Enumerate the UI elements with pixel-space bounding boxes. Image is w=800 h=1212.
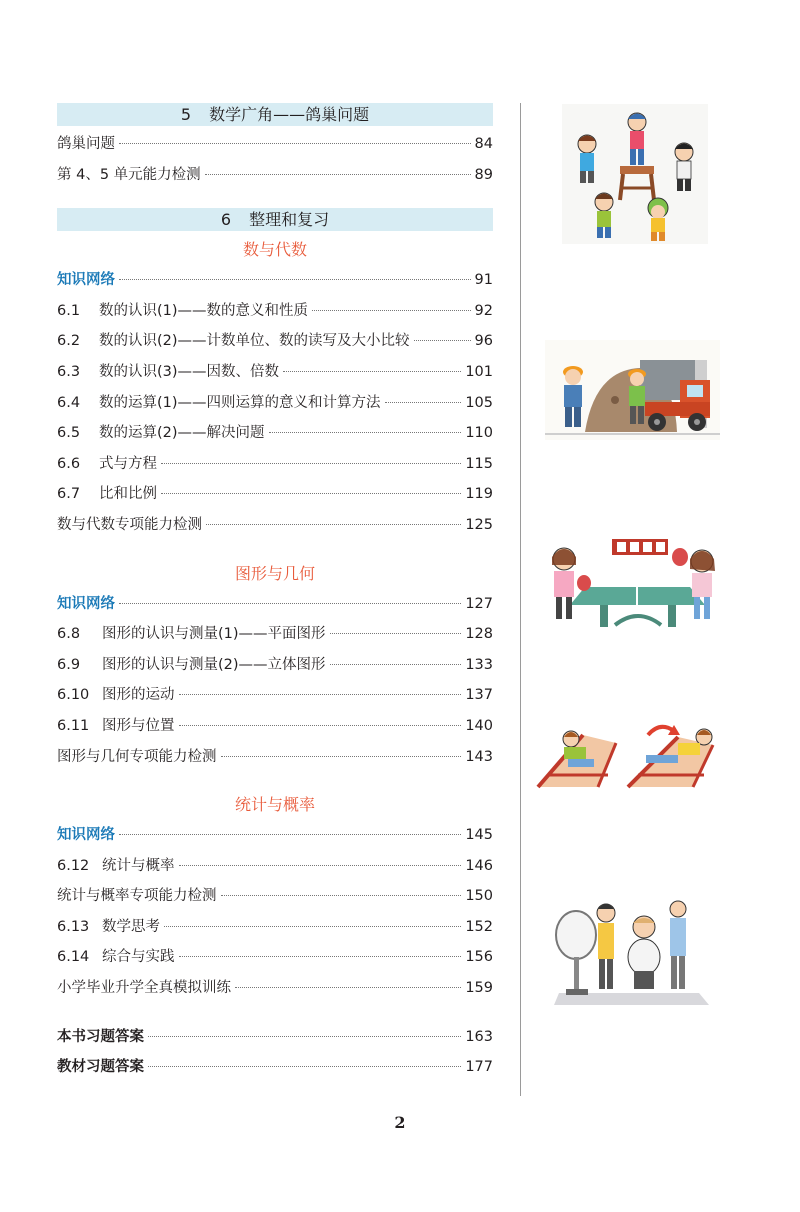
toc-entry[interactable] <box>57 1022 493 1053</box>
toc-entry[interactable] <box>57 510 493 541</box>
entry-title: 教材习题答案 <box>57 1059 144 1076</box>
chapter-6-header <box>57 208 493 231</box>
entry-title: 综合与实践 <box>102 949 175 966</box>
dot-leader <box>148 1036 461 1037</box>
chapter-number: 6 <box>220 210 232 230</box>
entry-number: 6.13 <box>57 918 90 935</box>
dot-leader <box>221 756 462 757</box>
chapter-number: 5 <box>180 105 192 124</box>
entry-number: 6.7 <box>57 486 81 503</box>
entry-page: 137 <box>465 687 493 704</box>
entry-title: 图形与位置 <box>102 717 175 734</box>
dot-leader <box>385 402 462 403</box>
dot-leader <box>179 725 462 726</box>
entry-number: 6.5 <box>57 425 81 442</box>
dot-leader <box>119 143 471 144</box>
entry-title: 鸽巢问题 <box>57 136 115 152</box>
entry-page: 146 <box>465 857 493 874</box>
dot-leader <box>312 310 471 311</box>
entry-page: 89 <box>474 166 493 183</box>
entry-page: 163 <box>465 1028 493 1045</box>
toc-entry[interactable] <box>57 326 493 357</box>
table-tennis-illustration <box>540 535 728 630</box>
entry-title: 知识网络 <box>57 272 115 289</box>
dot-leader <box>221 895 462 896</box>
entry-page: 156 <box>465 949 493 966</box>
toc-entry[interactable] <box>57 388 493 419</box>
toc-entry[interactable] <box>57 129 493 160</box>
toc-entry[interactable] <box>57 449 493 480</box>
dot-leader <box>330 664 462 665</box>
entry-title: 图形的认识与测量(2)——立体图形 <box>102 656 326 673</box>
entry-number: 6.2 <box>57 333 81 350</box>
entry-title: 知识网络 <box>57 827 115 844</box>
dot-leader <box>161 463 461 464</box>
dot-leader <box>119 834 461 835</box>
entry-page: 177 <box>465 1059 493 1076</box>
toc-entry[interactable] <box>57 820 493 851</box>
toc-entry[interactable] <box>57 479 493 510</box>
column-divider <box>520 103 521 1096</box>
height-scale-illustration <box>554 893 712 1006</box>
dot-leader <box>235 987 461 988</box>
entry-page: 91 <box>474 272 493 289</box>
entry-page: 150 <box>465 888 493 905</box>
toc-entry[interactable] <box>57 973 493 1004</box>
section-heading: 数与代数 <box>242 240 307 260</box>
toc-entry[interactable] <box>57 650 493 681</box>
entry-page: 84 <box>474 136 493 152</box>
entry-page: 105 <box>465 394 493 411</box>
toc-entry[interactable] <box>57 418 493 449</box>
entry-title: 数学思考 <box>102 918 160 935</box>
entry-page: 128 <box>465 626 493 643</box>
toc-entry[interactable] <box>57 711 493 742</box>
entry-number: 6.11 <box>57 717 90 734</box>
dot-leader <box>269 432 462 433</box>
toc-entry[interactable] <box>57 680 493 711</box>
entry-page: 110 <box>465 425 493 442</box>
entry-title: 第 4、5 单元能力检测 <box>57 166 201 183</box>
dot-leader <box>206 524 461 525</box>
toc-entry[interactable] <box>57 1052 493 1083</box>
dot-leader <box>164 926 461 927</box>
dot-leader <box>179 865 462 866</box>
entry-number: 6.10 <box>57 687 90 704</box>
entry-title: 数的认识(1)——数的意义和性质 <box>99 302 309 319</box>
dot-leader <box>179 694 462 695</box>
entry-page: 119 <box>465 486 493 503</box>
entry-title: 统计与概率专项能力检测 <box>57 888 217 905</box>
entry-title: 数与代数专项能力检测 <box>57 516 202 533</box>
chapter-5-header <box>57 103 493 126</box>
dot-leader <box>119 279 471 280</box>
entry-title: 图形的认识与测量(1)——平面图形 <box>102 626 326 643</box>
entry-title: 统计与概率 <box>102 857 175 874</box>
entry-number: 6.4 <box>57 394 81 411</box>
toc-entry[interactable] <box>57 160 493 191</box>
deck-chairs-illustration <box>528 715 734 797</box>
entry-number: 6.8 <box>57 626 81 643</box>
entry-title: 图形与几何专项能力检测 <box>57 748 217 765</box>
chapter-title: 整理和复习 <box>249 210 330 230</box>
entry-number: 6.3 <box>57 363 81 380</box>
entry-page: 159 <box>465 980 493 997</box>
dot-leader <box>161 493 461 494</box>
entry-title: 数的认识(2)——计数单位、数的读写及大小比较 <box>99 333 410 350</box>
dot-leader <box>205 174 471 175</box>
toc-entry[interactable] <box>57 296 493 327</box>
pigeonhole-kids-illustration <box>562 104 708 244</box>
entry-title: 本书习题答案 <box>57 1028 144 1045</box>
dot-leader <box>330 633 462 634</box>
toc-entry[interactable] <box>57 881 493 912</box>
entry-title: 比和比例 <box>99 486 157 503</box>
toc-entry[interactable] <box>57 942 493 973</box>
entry-number: 6.9 <box>57 656 81 673</box>
section-heading: 图形与几何 <box>234 563 315 583</box>
entry-page: 152 <box>465 918 493 935</box>
toc-entry[interactable] <box>57 619 493 650</box>
entry-page: 133 <box>465 656 493 673</box>
toc-entry[interactable] <box>57 357 493 388</box>
toc-entry[interactable] <box>57 912 493 943</box>
entry-page: 92 <box>474 302 493 319</box>
dot-leader <box>119 603 461 604</box>
entry-title: 小学毕业升学全真模拟训练 <box>57 980 231 997</box>
section-heading: 统计与概率 <box>234 795 315 815</box>
dot-leader <box>148 1066 461 1067</box>
entry-page: 145 <box>465 827 493 844</box>
toc-entry[interactable] <box>57 742 493 773</box>
entry-title: 式与方程 <box>99 455 157 472</box>
entry-page: 143 <box>465 748 493 765</box>
entry-page: 115 <box>465 455 493 472</box>
dot-leader <box>179 956 462 957</box>
dump-truck-workers-illustration <box>545 340 720 440</box>
entry-title: 图形的运动 <box>102 687 175 704</box>
entry-page: 101 <box>465 363 493 380</box>
entry-number: 6.1 <box>57 302 81 319</box>
dot-leader <box>414 340 471 341</box>
entry-number: 6.12 <box>57 857 90 874</box>
entry-number: 6.14 <box>57 949 90 966</box>
entry-page: 140 <box>465 717 493 734</box>
dot-leader <box>283 371 461 372</box>
entry-title: 数的运算(1)——四则运算的意义和计算方法 <box>99 394 381 411</box>
entry-page: 96 <box>474 333 493 350</box>
table-of-contents <box>57 103 493 1083</box>
chapter-title: 数学广角——鸽巢问题 <box>209 105 370 124</box>
entry-page: 127 <box>465 595 493 612</box>
entry-page: 125 <box>465 516 493 533</box>
toc-entry[interactable] <box>57 265 493 296</box>
toc-entry[interactable] <box>57 851 493 882</box>
entry-title: 数的认识(3)——因数、倍数 <box>99 363 280 380</box>
entry-number: 6.6 <box>57 455 81 472</box>
entry-title: 数的运算(2)——解决问题 <box>99 425 265 442</box>
toc-entry[interactable] <box>57 589 493 620</box>
page-number: 2 <box>394 1113 406 1132</box>
entry-title: 知识网络 <box>57 595 115 612</box>
